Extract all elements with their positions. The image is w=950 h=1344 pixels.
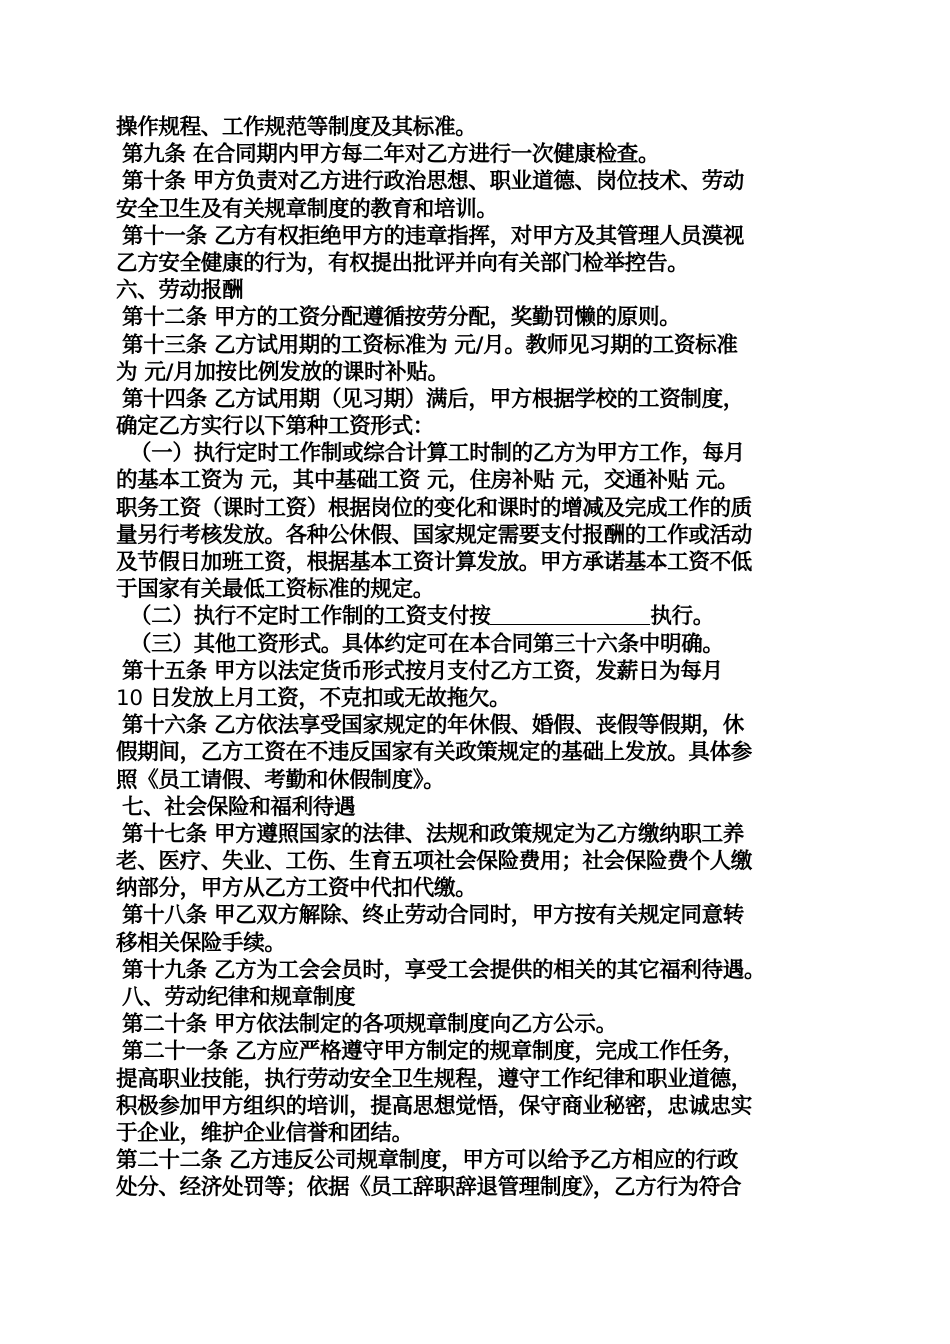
section-heading-7: 七、社会保险和福利待遇 — [122, 794, 356, 820]
text-line: 量另行考核发放。各种公休假、国家规定需要支付报酬的工作或活动 — [116, 522, 753, 548]
text-line: 及节假日加班工资，根据基本工资计算发放。甲方承诺基本工资不低 — [116, 550, 753, 575]
article-12: 第十二条 甲方的工资分配遵循按劳分配，奖勤罚懒的原则。 — [122, 305, 681, 331]
text-line: 操作规程、工作规范等制度及其标准。 — [116, 115, 477, 140]
article-13: 第十三条 乙方试用期的工资标准为 元/月。教师见习期的工资标准 — [122, 332, 738, 358]
payday-number: 10 — [116, 685, 143, 711]
text-line: 职务工资（课时工资）根据岗位的变化和课时的增减及完成工作的质 — [116, 495, 753, 521]
section-heading-8: 八、劳动纪律和规章制度 — [122, 985, 356, 1010]
text-line: 纳部分，甲方从乙方工资中代扣代缴。 — [116, 876, 477, 902]
text-line: 安全卫生及有关规章制度的教育和培训。 — [116, 196, 498, 222]
text-line: 假期间，乙方工资在不违反国家有关政策规定的基础上发放。具体参 — [116, 740, 753, 766]
clause-2-end: 执行。 — [650, 604, 715, 630]
text-line: 于企业，维护企业信誉和团结。 — [116, 1120, 413, 1146]
article-17: 第十七条 甲方遵照国家的法律、法规和政策规定为乙方缴纳职工养 — [122, 821, 744, 847]
text-line: 处分、经济处罚等；依据《员工辞职辞退管理制度》，乙方行为符合 — [116, 1175, 742, 1201]
payday-text: 日发放上月工资，不克扣或无故拖欠。 — [142, 685, 511, 711]
text-line: 为 元/月加按比例发放的课时补贴。 — [116, 359, 449, 385]
article-18: 第十八条 甲乙双方解除、终止劳动合同时，甲方按有关规定同意转 — [122, 903, 744, 929]
text-line: 提高职业技能，执行劳动安全卫生规程，遵守工作纪律和职业道德， — [116, 1066, 753, 1092]
article-19: 第十九条 乙方为工会会员时，享受工会提供的相关的其它福利待遇。 — [122, 957, 766, 983]
fill-in-blank — [490, 604, 650, 625]
article-16: 第十六条 乙方依法享受国家规定的年休假、婚假、丧假等假期，休 — [122, 713, 744, 739]
article-11: 第十一条 乙方有权拒绝甲方的违章指挥，对甲方及其管理人员漠视 — [122, 223, 744, 249]
article-20: 第二十条 甲方依法制定的各项规章制度向乙方公示。 — [122, 1012, 617, 1038]
clause-1: （一）执行定时工作制或综合计算工时制的乙方为甲方工作，每月 — [130, 441, 745, 467]
document-page — [116, 114, 846, 1202]
section-heading-6: 六、劳动报酬 — [116, 278, 244, 304]
text-line — [116, 685, 846, 712]
text-line: 移相关保险手续。 — [116, 930, 286, 956]
article-9: 第九条 在合同期内甲方每二年对乙方进行一次健康检查。 — [122, 142, 660, 168]
text-line: 于国家有关最低工资标准的规定。 — [116, 577, 435, 603]
text-line: 乙方安全健康的行为，有权提出批评并向有关部门检举控告。 — [116, 250, 689, 276]
text-line: 的基本工资为 元，其中基础工资 元，住房补贴 元，交通补贴 元。 — [116, 468, 739, 494]
clause-2 — [116, 603, 846, 630]
clause-2-text: （二）执行不定时工作制的工资支付按 — [130, 604, 491, 630]
article-22: 第二十二条 乙方违反公司规章制度，甲方可以给予乙方相应的行政 — [116, 1148, 738, 1174]
clause-3: （三）其他工资形式。具体约定可在本合同第三十六条中明确。 — [130, 631, 724, 657]
article-10: 第十条 甲方负责对乙方进行政治思想、职业道德、岗位技术、劳动 — [122, 169, 744, 195]
article-21: 第二十一条 乙方应严格遵守甲方制定的规章制度，完成工作任务， — [122, 1039, 744, 1065]
text-line: 积极参加甲方组织的培训，提高思想觉悟，保守商业秘密，忠诚忠实 — [116, 1093, 753, 1119]
text-line: 照《员工请假、考勤和休假制度》。 — [116, 767, 445, 793]
article-15: 第十五条 甲方以法定货币形式按月支付乙方工资，发薪日为每月 — [122, 658, 723, 684]
text-line: 老、医疗、失业、工伤、生育五项社会保险费用；社会保险费个人缴 — [116, 849, 753, 875]
text-line: 确定乙方实行以下第种工资形式： — [116, 414, 435, 440]
article-14: 第十四条 乙方试用期（见习期）满后，甲方根据学校的工资制度， — [122, 386, 744, 412]
